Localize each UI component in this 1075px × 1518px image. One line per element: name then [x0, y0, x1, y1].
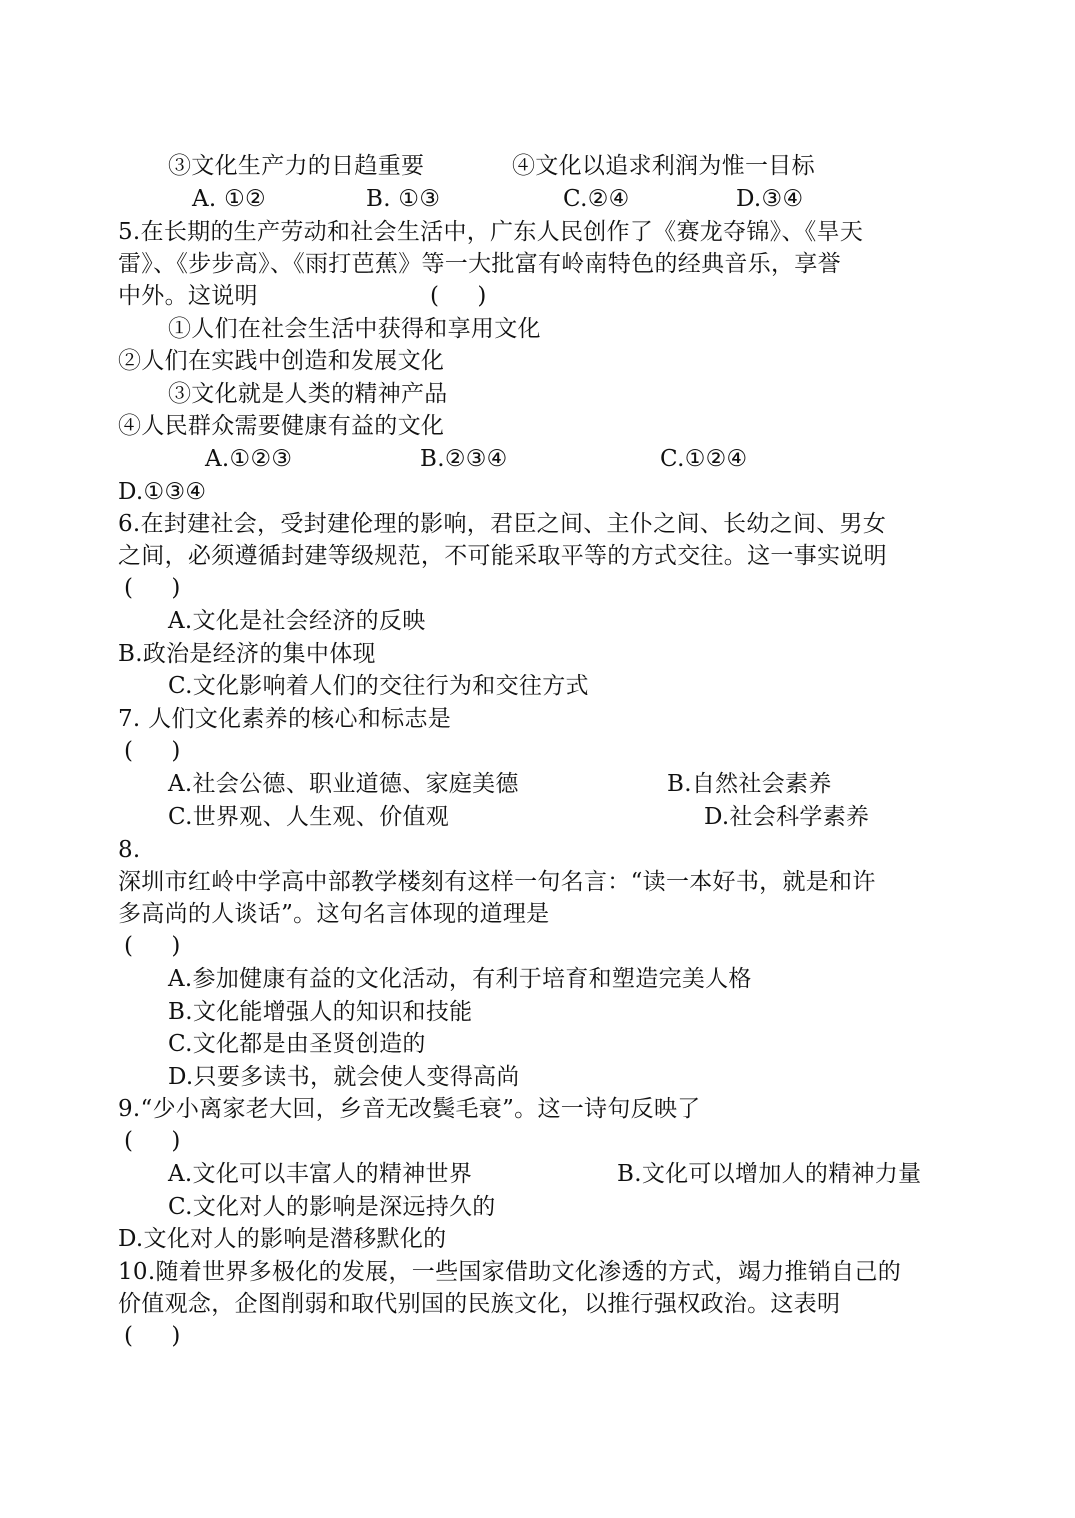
q8-answer-blank: ( ) — [124, 933, 181, 959]
q4-option-a: A. ①② — [192, 186, 266, 212]
q4-statement-3: ③文化生产力的日趋重要 — [168, 153, 425, 179]
q9-option-d: D.文化对人的影响是潜移默化的 — [118, 1226, 447, 1252]
q5-statement-3: ③文化就是人类的精神产品 — [168, 381, 448, 407]
q6-option-a: A.文化是社会经济的反映 — [168, 608, 426, 634]
q7-option-d: D.社会科学素养 — [704, 804, 870, 830]
q7-option-b: B.自然社会素养 — [667, 771, 832, 797]
q8-stem-line-2: 多高尚的人谈话”。这句名言体现的道理是 — [118, 901, 550, 927]
q5-statement-4: ④人民群众需要健康有益的文化 — [118, 413, 445, 439]
q4-statement-4: ④文化以追求利润为惟一目标 — [512, 153, 815, 179]
q8-stem-line-1: 深圳市红岭中学高中部教学楼刻有这样一句名言：“读一本好书，就是和许 — [118, 869, 876, 895]
q7-answer-blank: ( ) — [124, 738, 181, 764]
q9-answer-blank: ( ) — [124, 1128, 181, 1154]
q6-answer-blank: ( ) — [124, 575, 181, 601]
q8-number: 8. — [118, 837, 141, 863]
q5-answer-blank: ( ) — [430, 283, 487, 309]
q9-option-b: B.文化可以增加人的精神力量 — [617, 1161, 922, 1187]
q10-stem-line-2: 价值观念，企图削弱和取代别国的民族文化，以推行强权政治。这表明 — [118, 1291, 841, 1317]
q6-option-c: C.文化影响着人们的交往行为和交往方式 — [168, 673, 589, 699]
q6-stem-line-1: 6.在封建社会，受封建伦理的影响，君臣之间、主仆之间、长幼之间、男女 — [118, 511, 887, 537]
q4-option-d: D.③④ — [736, 186, 804, 212]
q7-stem: 7. 人们文化素养的核心和标志是 — [118, 706, 452, 732]
q10-stem-line-1: 10.随着世界多极化的发展，一些国家借助文化渗透的方式，竭力推销自己的 — [118, 1259, 902, 1285]
q7-option-a: A.社会公德、职业道德、家庭美德 — [168, 771, 519, 797]
q5-stem-line-2: 雷》、《步步高》、《雨打芭蕉》等一大批富有岭南特色的经典音乐，享誉 — [118, 251, 841, 277]
q5-statement-2: ②人们在实践中创造和发展文化 — [118, 348, 445, 374]
q4-option-c: C.②④ — [563, 186, 630, 212]
q9-option-a: A.文化可以丰富人的精神世界 — [168, 1161, 473, 1187]
q9-stem: 9.“少小离家老大回，乡音无改鬓毛衰”。这一诗句反映了 — [118, 1096, 701, 1122]
q8-option-d: D.只要多读书，就会使人变得高尚 — [168, 1064, 520, 1090]
q5-stem-line-1: 5.在长期的生产劳动和社会生活中，广东人民创作了《赛龙夺锦》、《旱天 — [118, 219, 864, 245]
q10-answer-blank: ( ) — [124, 1323, 181, 1349]
q5-option-c: C.①②④ — [660, 446, 748, 472]
q7-option-c: C.世界观、人生观、价值观 — [168, 804, 449, 830]
q9-option-c: C.文化对人的影响是深远持久的 — [168, 1194, 496, 1220]
q5-option-b: B.②③④ — [420, 446, 508, 472]
q5-stem-line-3: 中外。这说明 — [118, 283, 258, 309]
q8-option-c: C.文化都是由圣贤创造的 — [168, 1031, 426, 1057]
q6-option-b: B.政治是经济的集中体现 — [118, 641, 376, 667]
q8-option-b: B.文化能增强人的知识和技能 — [168, 999, 473, 1025]
q4-option-b: B. ①③ — [366, 186, 441, 212]
q8-option-a: A.参加健康有益的文化活动，有利于培育和塑造完美人格 — [168, 966, 752, 992]
q5-option-d: D.①③④ — [118, 479, 207, 505]
q5-statement-1: ①人们在社会生活中获得和享用文化 — [168, 316, 541, 342]
q5-option-a: A.①②③ — [205, 446, 293, 472]
q6-stem-line-2: 之间，必须遵循封建等级规范，不可能采取平等的方式交往。这一事实说明 — [118, 543, 887, 569]
